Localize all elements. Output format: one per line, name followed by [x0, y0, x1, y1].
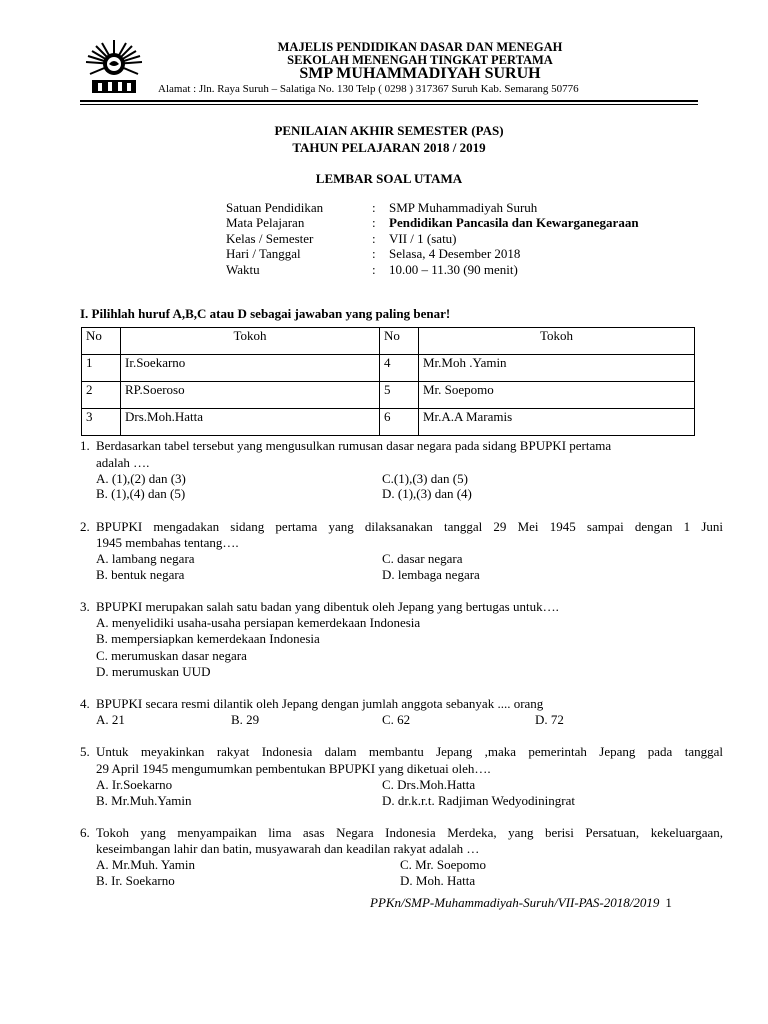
question-number: 5.	[80, 744, 90, 759]
info-label: Kelas / Semester	[226, 231, 314, 246]
question-text: BPUPKI merupakan salah satu badan yang dibentuk oleh Jepang yang bertugas untuk….	[96, 599, 559, 614]
option-c: C. Drs.Moh.Hatta	[382, 777, 476, 792]
info-value: SMP Muhammadiyah Suruh	[389, 200, 538, 215]
table-cell: 2	[82, 382, 121, 409]
info-label: Hari / Tanggal	[226, 246, 301, 261]
info-colon: :	[372, 215, 376, 230]
question-text: keseimbangan lahir dan batin, musyawarah dan keadilan rakyat adalah …	[96, 841, 480, 856]
option-b: B. Mr.Muh.Yamin	[96, 793, 192, 808]
table-cell: 5	[380, 382, 419, 409]
option-d: D. Moh. Hatta	[400, 873, 476, 888]
info-colon: :	[372, 200, 376, 215]
table-cell: Mr. Soepomo	[419, 382, 695, 409]
option-c: C. merumuskan dasar negara	[96, 648, 247, 663]
header-line-2: SEKOLAH MENENGAH TINGKAT PERTAMA	[287, 53, 553, 67]
question-text: 1945 membahas tentang….	[96, 535, 239, 550]
table-header: Tokoh	[121, 328, 380, 355]
info-value: Pendidikan Pancasila dan Kewarganegaraan	[389, 215, 639, 230]
table-cell: Mr.Moh .Yamin	[419, 355, 695, 382]
table-row	[82, 355, 695, 382]
option-d: D. 72	[535, 712, 564, 727]
question-number: 3.	[80, 599, 90, 614]
table-header: No	[82, 328, 121, 355]
option-b: B. 29	[231, 712, 260, 727]
table-header: Tokoh	[419, 328, 695, 355]
question-number: 1.	[80, 438, 90, 453]
school-name: SMP MUHAMMADIYAH SURUH	[299, 65, 541, 82]
option-b: B. mempersiapkan kemerdekaan Indonesia	[96, 631, 320, 646]
table-header-row	[82, 328, 695, 355]
question-text: BPUPKI secara resmi dilantik oleh Jepang dengan jumlah anggota sebanyak .... orang	[96, 696, 544, 711]
option-b: B. Ir. Soekarno	[96, 873, 175, 888]
question-number: 6.	[80, 825, 90, 840]
school-address: Alamat : Jln. Raya Suruh – Salatiga No. 130 Telp ( 0298 ) 317367 Suruh Kab. Semarang 50776	[158, 83, 579, 95]
info-value: 10.00 – 11.30 (90 menit)	[389, 262, 518, 277]
table-cell: 1	[82, 355, 121, 382]
table-cell: 6	[380, 409, 419, 436]
question-text: adalah ….	[96, 455, 150, 470]
option-a: A. (1),(2) dan (3)	[96, 471, 186, 486]
table-header: No	[380, 328, 419, 355]
question-text: Tokoh yang menyampaikan lima asas Negara Indonesia Merdeka, yang berisi Persatuan, kekeluargaan,	[96, 825, 723, 840]
option-c: C. dasar negara	[382, 551, 463, 566]
question-text: 29 April 1945 mengumumkan pembentukan BPUPKI yang diketuai oleh….	[96, 761, 491, 776]
footer-code: PPKn/SMP-Muhammadiyah-Suruh/VII-PAS-2018/2019	[370, 895, 660, 910]
header-divider-thick	[80, 100, 698, 102]
table-cell: 3	[82, 409, 121, 436]
option-d: D. lembaga negara	[382, 567, 480, 582]
table-cell: Mr.A.A Maramis	[419, 409, 695, 436]
header-line-1: MAJELIS PENDIDIKAN DASAR DAN MENEGAH	[277, 40, 563, 54]
table-cell: RP.Soeroso	[121, 382, 380, 409]
table-cell: Ir.Soekarno	[121, 355, 380, 382]
option-b: B. (1),(4) dan (5)	[96, 486, 186, 501]
info-value: Selasa, 4 Desember 2018	[389, 246, 521, 261]
question-text: Untuk meyakinkan rakyat Indonesia dalam membantu Jepang ,maka pemerintah Jepang pada tanggal	[96, 744, 723, 759]
header-divider-thin	[80, 104, 698, 105]
option-c: C.(1),(3) dan (5)	[382, 471, 468, 486]
option-d: D. dr.k.r.t. Radjiman Wedyodiningrat	[382, 793, 575, 808]
info-label: Mata Pelajaran	[226, 215, 305, 230]
info-colon: :	[372, 262, 376, 277]
table-cell: Drs.Moh.Hatta	[121, 409, 380, 436]
question-text: BPUPKI mengadakan sidang pertama yang dilaksanakan tanggal 29 Mei 1945 sampai dengan 1 Juni	[96, 519, 723, 534]
info-value: VII / 1 (satu)	[389, 231, 457, 246]
muhammadiyah-logo-icon	[78, 38, 150, 96]
table-cell: 4	[380, 355, 419, 382]
option-a: A. 21	[96, 712, 125, 727]
option-a: A. Ir.Soekarno	[96, 777, 173, 792]
section-instruction: I. Pilihlah huruf A,B,C atau D sebagai jawaban yang paling benar!	[80, 306, 451, 321]
page-footer	[370, 895, 672, 911]
table-row	[82, 382, 695, 409]
exam-title: PENILAIAN AKHIR SEMESTER (PAS)	[274, 123, 504, 138]
table-row	[82, 409, 695, 436]
question-number: 4.	[80, 696, 90, 711]
option-d: D. merumuskan UUD	[96, 664, 211, 679]
option-a: A. lambang negara	[96, 551, 195, 566]
page-number: 1	[665, 895, 672, 910]
sheet-title: LEMBAR SOAL UTAMA	[315, 171, 463, 186]
option-a: A. Mr.Muh. Yamin	[96, 857, 195, 872]
option-d: D. (1),(3) dan (4)	[382, 486, 472, 501]
question-text: Berdasarkan tabel tersebut yang mengusulkan rumusan dasar negara pada sidang BPUPKI pertama	[96, 438, 612, 453]
question-number: 2.	[80, 519, 90, 534]
figures-table	[81, 327, 695, 436]
option-a: A. menyelidiki usaha-usaha persiapan kemerdekaan Indonesia	[96, 615, 421, 630]
option-b: B. bentuk negara	[96, 567, 185, 582]
info-label: Satuan Pendidikan	[226, 200, 324, 215]
info-label: Waktu	[226, 262, 260, 277]
academic-year: TAHUN PELAJARAN 2018 / 2019	[292, 140, 486, 155]
option-c: C. 62	[382, 712, 411, 727]
info-colon: :	[372, 231, 376, 246]
option-c: C. Mr. Soepomo	[400, 857, 486, 872]
info-colon: :	[372, 246, 376, 261]
